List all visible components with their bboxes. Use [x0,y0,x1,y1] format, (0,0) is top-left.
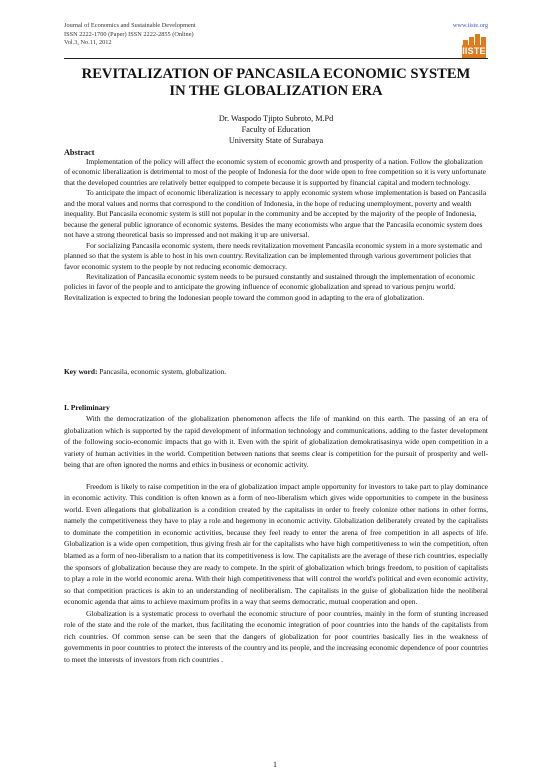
title-line-1: REVITALIZATION OF PANCASILA ECONOMIC SYSTEM [81,66,471,82]
section-body [64,413,488,665]
abstract-paragraph: To anticipate the impact of economic liberalization is necessary to apply economic system whose implementation is based on Pancasila and the moral values and norms that correspond to the condition of Indonesia, in the hope of reducing unemployment, poverty and wealth inequality. But Pancasila economic system is still not popular in the community and be accepted by the majority of the people of Indonesia, because the general public ignorance of economic systems. Besides the many economists who argue that the Pancasila economic system does not have a strong theoretical basis so impressed and not making it up are universal. [64,188,487,240]
abstract-heading: Abstract [64,148,95,157]
title-line-2: IN THE GLOBALIZATION ERA [169,82,383,99]
body-paragraph: Globalization is a systematic process to overhaul the economic structure of poor countries, mainly in the form of stunting increased role of the state and the role of the market, thus facilitating the economic integration of poor countries into the hands of the capitalists from rich countries. Of common sense can be seen that the dangers of globalization for poor countries basically lies in the weakness of governments in poor countries to protect the interests of the country and its people, and the increasing economic dependence of poor countries to meet the interests of investors from rich countries . [64,608,488,664]
header-rule [64,58,488,59]
logo-text: IISTE [462,46,486,56]
author-faculty: Faculty of Education [241,125,311,134]
abstract-paragraph: Revitalization of Pancasila economic system needs to be pursued constantly and sustained through the implementation of economic policies in favor of the people and to anticipate the growing influence of economic globalization and spread to various penjru world. Revitalization is expected to bring the Indonesian people toward the common good in adapting to the era of globalization. [64,271,476,302]
iiste-logo-icon [462,34,486,58]
author-block [64,113,488,146]
abstract-paragraph: Implementation of the policy will affect the economic system of economic growth and prosperity of a nation. Follow the globalization of economic liberalization is detrimental to most of the people of Indonesia for the door wide open to free competition so it is very unfortunate that the developed countries are relatively better equipped to compete because it is supported by financial capital and modern technology. [64,157,486,187]
body-paragraph: Freedom is likely to raise competition in the era of globalization impact ample opportunity for investors to take part to play dominance in economic activity. This condition is often known as a form of neo-liberalism which gives wide opportunities to compete in the business world. Even allegations that globalization is a condition created by the capitalists in order to freely colonize other nations in other forms, namely the competitiveness they have to play a role and hegemony in economic activity. Globalization deliberately created by the capitalists to dominate the competition in economic activities, because they feel ready to enter the arena of free competition in all aspects of life. Globalization is a wide open competition, thus giving fresh air for the capitalists who have high competitiveness to win the competition, often blamed as a form of neo-liberalism to a nation that its competitiveness is low. The capitalists are the average of these rich countries, especially the sponsors of globalization because they are ready to compete. In the spirit of globalization which brings freedom, to position of capitalists to play a role in the world economic arena. With their high competitiveness that will control the world's political and even economic activity, so that competition practices is akin to an understanding of neoliberalism. The capitalists in the guise of globalization hide the neoliberal economic agenda that aims to achieve maximum profits in a way that seems democratic, mutual cooperation and open. [64,481,488,607]
page-number: 1 [273,760,277,769]
body-paragraph: With the democratization of the globalization phenomenon affects the life of mankind on this earth. The passing of an era of globalization which is supported by the rapid development of information technology and communications, adding to the faster development of the following socio-economic impacts that go with it. Even with the spirit of globalization demokratisasinya wide open competition in a variety of human activities in the world. Competition between nations that seems clear is competition for the pursuit of prosperity and well-being that are often ignored the norms and ethics in business or economic activity. [64,414,488,470]
journal-issn: ISSN 2222-1700 (Paper) ISSN 2222-2855 (Online) [64,30,194,38]
journal-name: Journal of Economics and Sustainable Development [64,22,196,29]
journal-volume: Vol.3, No.11, 2012 [64,39,112,47]
author-university: University State of Surabaya [228,136,324,145]
author-name: Dr. Waspodo Tjipto Subroto, M.Pd [218,114,334,123]
abstract-body [64,157,488,303]
journal-url[interactable]: www.iiste.org [452,22,488,29]
journal-header [64,22,488,48]
paper-title [64,66,488,99]
keywords [64,367,488,377]
keywords-label: Key word: [64,367,98,376]
section-heading: I. Preliminary [64,403,110,412]
abstract-paragraph: For socializing Pancasila economic system, there needs revitalization movement Pancasila economic system in a more systematic and planned so that the system is able to host in his own country. Revitalization can be implemented through various government policies that favor economic system to the people by not reducing economic democracy. [64,240,482,271]
keywords-text: Pancasila, economic system, globalization. [97,367,227,376]
